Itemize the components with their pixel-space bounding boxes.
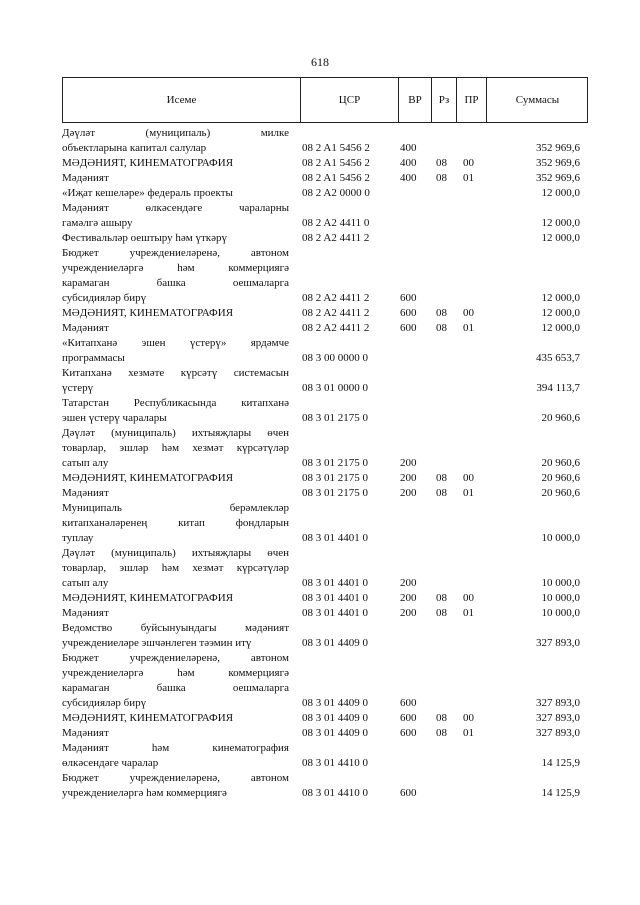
- page-number: 618: [311, 55, 329, 69]
- row-sum: 12 000,0: [541, 322, 580, 334]
- row-name-line: өлкәсендәге чаралар: [62, 757, 159, 769]
- row-name: [62, 201, 289, 231]
- row-csr: 08 3 01 4401 0: [302, 577, 368, 589]
- table-row: [62, 471, 592, 486]
- row-pr: 01: [463, 607, 474, 619]
- row-csr: 08 3 01 4401 0: [302, 592, 368, 604]
- table-row: [62, 546, 592, 591]
- row-sum: 10 000,0: [541, 592, 580, 604]
- row-csr: 08 3 00 0000 0: [302, 352, 368, 364]
- row-vr: 200: [400, 472, 417, 484]
- row-name: [62, 546, 289, 591]
- table-row: [62, 501, 592, 546]
- row-rz: 08: [436, 172, 447, 184]
- row-name: [62, 726, 289, 741]
- row-sum: 20 960,6: [541, 457, 580, 469]
- table-row: [62, 171, 592, 186]
- table-row: [62, 771, 592, 801]
- row-sum: 327 893,0: [536, 727, 580, 739]
- column-header-vr: ВР: [399, 78, 432, 122]
- row-name: [62, 306, 289, 321]
- row-name-line: карамаган башка оешмаларга: [62, 277, 289, 289]
- row-rz: 08: [436, 607, 447, 619]
- row-name-line: учреждениеләргә һәм коммерциягә: [62, 262, 289, 274]
- row-vr: 600: [400, 322, 417, 334]
- row-name: [62, 366, 289, 396]
- row-name-line: үстерү: [62, 382, 94, 394]
- row-vr: 400: [400, 172, 417, 184]
- table-row: [62, 246, 592, 306]
- column-header-sum: Суммасы: [515, 94, 560, 106]
- row-csr: 08 3 01 4409 0: [302, 727, 368, 739]
- row-name: [62, 231, 289, 246]
- row-sum: 20 960,6: [541, 472, 580, 484]
- row-name: [62, 126, 289, 156]
- row-sum: 435 653,7: [536, 352, 580, 364]
- row-vr: 600: [400, 712, 417, 724]
- row-name-line: субсидияләр бирү: [62, 292, 147, 304]
- row-name: [62, 156, 289, 171]
- row-name-line: Муниципаль берәмлекләр: [62, 502, 289, 514]
- row-name-line: карамаган башка оешмаларга: [62, 682, 289, 694]
- row-csr: 08 2 A2 4411 0: [302, 217, 370, 229]
- row-sum: 10 000,0: [541, 532, 580, 544]
- row-name: [62, 396, 289, 426]
- row-csr: 08 3 01 4409 0: [302, 697, 368, 709]
- row-name: [62, 741, 289, 771]
- row-sum: 12 000,0: [541, 217, 580, 229]
- row-name-line: МӘДӘНИЯТ, КИНЕМАТОГРАФИЯ: [62, 307, 234, 319]
- row-name-line: программасы: [62, 352, 125, 364]
- row-name-line: Бюджет учреждениеләренә, автоном: [62, 247, 289, 259]
- row-sum: 327 893,0: [536, 637, 580, 649]
- row-name-line: эшен үстерү чаралары: [62, 412, 167, 424]
- row-sum: 10 000,0: [541, 607, 580, 619]
- row-name-line: МӘДӘНИЯТ, КИНЕМАТОГРАФИЯ: [62, 712, 234, 724]
- column-header-pr: ПР: [457, 78, 487, 122]
- row-name-line: Мәдәният: [62, 322, 109, 334]
- row-name-line: товарлар, эшләр һәм хезмәт күрсәтүләр: [62, 442, 289, 454]
- column-header-name: Исеме: [63, 78, 301, 122]
- row-pr: 01: [463, 172, 474, 184]
- row-name-line: Дәүләт (муниципаль) милке: [62, 127, 289, 139]
- row-csr: 08 2 A2 4411 2: [302, 322, 370, 334]
- row-rz: 08: [436, 592, 447, 604]
- row-vr: 600: [400, 787, 417, 799]
- row-vr: 600: [400, 292, 417, 304]
- row-csr: 08 2 A2 4411 2: [302, 292, 370, 304]
- row-name: [62, 711, 289, 726]
- row-rz: 08: [436, 307, 447, 319]
- table-row: [62, 126, 592, 156]
- row-name-line: Дәүләт (муниципаль) ихтыяҗлары өчен: [62, 427, 289, 439]
- table-row: [62, 321, 592, 336]
- table-row: [62, 156, 592, 171]
- table-row: [62, 336, 592, 366]
- row-csr: 08 3 01 2175 0: [302, 457, 368, 469]
- row-sum: 12 000,0: [541, 187, 580, 199]
- row-csr: 08 2 A2 0000 0: [302, 187, 370, 199]
- row-rz: 08: [436, 727, 447, 739]
- row-vr: 200: [400, 487, 417, 499]
- row-name: [62, 651, 289, 711]
- table-row: [62, 306, 592, 321]
- row-name-line: объектларына капитал салулар: [62, 142, 207, 154]
- row-name-line: Мәдәният: [62, 172, 109, 184]
- row-name: [62, 771, 289, 801]
- row-name-line: Бюджет учреждениеләренә, автоном: [62, 772, 289, 784]
- row-rz: 08: [436, 712, 447, 724]
- row-vr: 200: [400, 457, 417, 469]
- row-sum: 20 960,6: [541, 487, 580, 499]
- row-name: [62, 246, 289, 306]
- row-csr: 08 2 A2 4411 2: [302, 232, 370, 244]
- row-name-line: Фестивальләр оештыру һәм үткәрү: [62, 232, 227, 244]
- row-csr: 08 3 01 0000 0: [302, 382, 368, 394]
- row-csr: 08 2 A1 5456 2: [302, 142, 370, 154]
- row-vr: 400: [400, 157, 417, 169]
- table-header: [62, 77, 588, 123]
- table-row: [62, 621, 592, 651]
- row-vr: 200: [400, 577, 417, 589]
- table-row: [62, 606, 592, 621]
- row-sum: 12 000,0: [541, 232, 580, 244]
- row-name: [62, 471, 289, 486]
- row-name-line: Мәдәният: [62, 487, 109, 499]
- table-row: [62, 726, 592, 741]
- row-csr: 08 2 A1 5456 2: [302, 172, 370, 184]
- row-pr: 00: [463, 592, 474, 604]
- row-name-line: МӘДӘНИЯТ, КИНЕМАТОГРАФИЯ: [62, 157, 234, 169]
- row-name-line: сатып алу: [62, 457, 109, 469]
- table-body: [62, 126, 592, 801]
- row-name: [62, 486, 289, 501]
- row-name-line: Китапханә хезмәте күрсәтү системасын: [62, 367, 289, 379]
- row-csr: 08 3 01 4409 0: [302, 712, 368, 724]
- row-name: [62, 171, 289, 186]
- row-name-line: учреждениеләре эшчәнлеген тәэмин итү: [62, 637, 252, 649]
- row-name-line: Мәдәният өлкәсендәге чараларны: [62, 202, 289, 214]
- row-name: [62, 186, 289, 201]
- row-name-line: Дәүләт (муниципаль) ихтыяҗлары өчен: [62, 547, 289, 559]
- row-csr: 08 3 01 2175 0: [302, 472, 368, 484]
- table-row: [62, 201, 592, 231]
- column-header-csr: ЦСР: [301, 78, 399, 122]
- row-rz: 08: [436, 487, 447, 499]
- row-pr: 00: [463, 307, 474, 319]
- row-name-line: товарлар, эшләр һәм хезмәт күрсәтүләр: [62, 562, 289, 574]
- row-sum: 12 000,0: [541, 307, 580, 319]
- row-vr: 200: [400, 607, 417, 619]
- table-row: [62, 651, 592, 711]
- row-name-line: «Китапханә эшен үстерү» ярдәмче: [62, 337, 289, 349]
- row-name-line: сатып алу: [62, 577, 109, 589]
- row-csr: 08 3 01 4401 0: [302, 607, 368, 619]
- row-name-line: «Иҗат кешеләре» федераль проекты: [62, 187, 233, 199]
- row-pr: 00: [463, 472, 474, 484]
- table-row: [62, 231, 592, 246]
- row-name-line: Мәдәният: [62, 727, 109, 739]
- row-name-line: Татарстан Республикасында китапханә: [62, 397, 289, 409]
- row-sum: 327 893,0: [536, 712, 580, 724]
- row-csr: 08 2 A2 4411 2: [302, 307, 370, 319]
- row-name: [62, 606, 289, 621]
- row-name-line: Ведомство буйсынуындагы мәдәният: [62, 622, 289, 634]
- row-pr: 00: [463, 712, 474, 724]
- table-row: [62, 426, 592, 471]
- row-csr: 08 3 01 2175 0: [302, 412, 368, 424]
- row-name: [62, 621, 289, 651]
- row-csr: 08 3 01 4410 0: [302, 787, 368, 799]
- row-name: [62, 501, 289, 546]
- row-sum: 14 125,9: [541, 757, 580, 769]
- row-sum: 352 969,6: [536, 142, 580, 154]
- row-csr: 08 3 01 4410 0: [302, 757, 368, 769]
- row-csr: 08 2 A1 5456 2: [302, 157, 370, 169]
- row-sum: 10 000,0: [541, 577, 580, 589]
- row-name-line: субсидияләр бирү: [62, 697, 147, 709]
- row-vr: 200: [400, 592, 417, 604]
- row-name-line: Мәдәният һәм кинематография: [62, 742, 289, 754]
- row-name-line: МӘДӘНИЯТ, КИНЕМАТОГРАФИЯ: [62, 472, 234, 484]
- table-row: [62, 591, 592, 606]
- row-name: [62, 321, 289, 336]
- row-rz: 08: [436, 472, 447, 484]
- row-sum: 20 960,6: [541, 412, 580, 424]
- row-pr: 01: [463, 322, 474, 334]
- row-name-line: гамәлгә ашыру: [62, 217, 133, 229]
- row-name: [62, 336, 289, 366]
- row-name-line: Мәдәният: [62, 607, 109, 619]
- row-pr: 00: [463, 157, 474, 169]
- row-sum: 352 969,6: [536, 172, 580, 184]
- row-sum: 12 000,0: [541, 292, 580, 304]
- row-sum: 352 969,6: [536, 157, 580, 169]
- table-row: [62, 396, 592, 426]
- row-name-line: МӘДӘНИЯТ, КИНЕМАТОГРАФИЯ: [62, 592, 234, 604]
- row-vr: 400: [400, 142, 417, 154]
- row-name-line: учреждениеләргә һәм коммерциягә: [62, 667, 289, 679]
- table-row: [62, 711, 592, 726]
- row-vr: 600: [400, 697, 417, 709]
- row-name-line: Бюджет учреждениеләренә, автоном: [62, 652, 289, 664]
- row-sum: 394 113,7: [536, 382, 580, 394]
- row-name-line: туплау: [62, 532, 94, 544]
- column-header-rz: Рз: [432, 78, 457, 122]
- table-row: [62, 186, 592, 201]
- row-pr: 01: [463, 487, 474, 499]
- row-sum: 14 125,9: [541, 787, 580, 799]
- row-csr: 08 3 01 4401 0: [302, 532, 368, 544]
- row-name: [62, 591, 289, 606]
- row-name-line: учреждениеләргә һәм коммерциягә: [62, 787, 227, 799]
- row-vr: 600: [400, 307, 417, 319]
- row-sum: 327 893,0: [536, 697, 580, 709]
- row-rz: 08: [436, 322, 447, 334]
- row-name-line: китапханәләренең китап фондларын: [62, 517, 289, 529]
- table-row: [62, 486, 592, 501]
- row-rz: 08: [436, 157, 447, 169]
- table-row: [62, 741, 592, 771]
- row-csr: 08 3 01 4409 0: [302, 637, 368, 649]
- row-csr: 08 3 01 2175 0: [302, 487, 368, 499]
- row-pr: 01: [463, 727, 474, 739]
- row-vr: 600: [400, 727, 417, 739]
- table-row: [62, 366, 592, 396]
- row-name: [62, 426, 289, 471]
